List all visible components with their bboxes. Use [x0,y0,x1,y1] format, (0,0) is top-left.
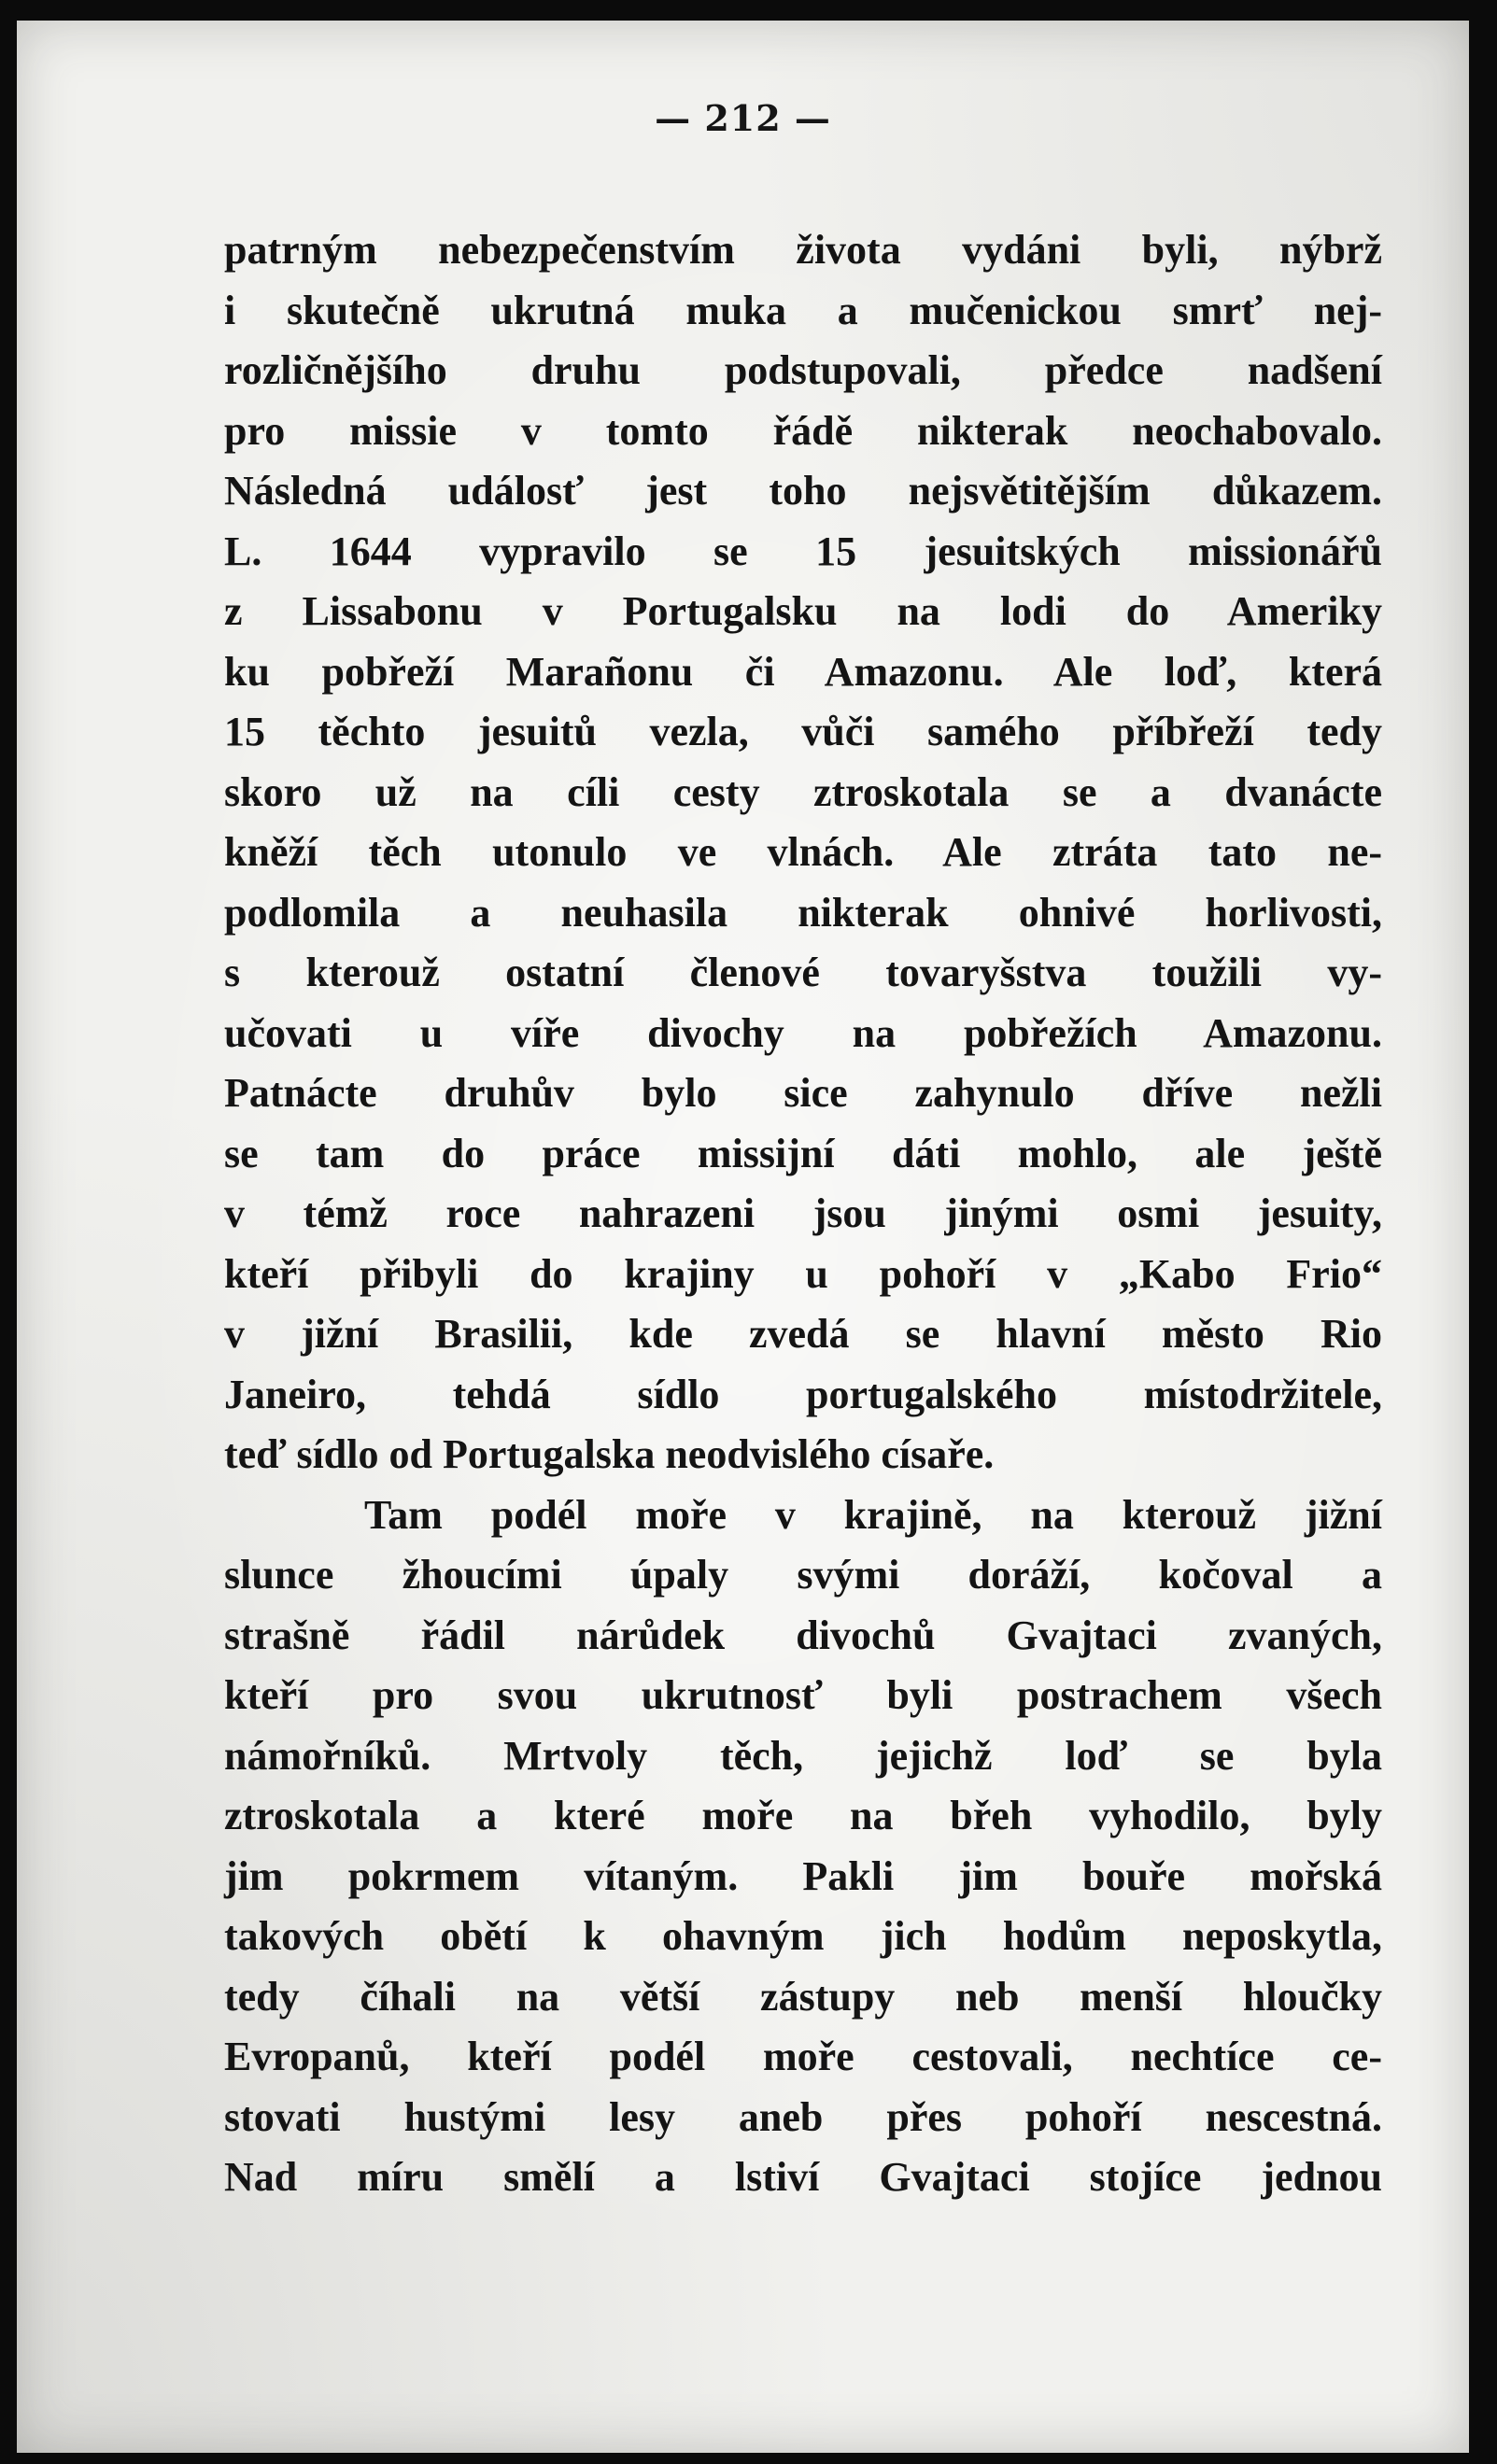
text-line: slunce žhoucími úpaly svými doráží, kočoval a [224,1552,1382,1598]
text-line: takových obětí k ohavným jich hodům neposkytla, [224,1913,1382,1959]
text-line: v jižní Brasilii, kde zvedá se hlavní město Rio [224,1311,1382,1357]
text-line: pro missie v tomto řádě nikterak neochabovalo. [224,407,1382,454]
text-line: ku pobřeží Marañonu či Amazonu. Ale loď, která [224,648,1382,695]
text-line: s kterouž ostatní členové tovaryšstva toužili vy- [224,950,1382,995]
body-text [224,220,1382,2208]
text-line: Patnácte druhův bylo sice zahynulo dříve nežli [224,1070,1382,1116]
text-line: patrným nebezpečenstvím života vydáni byli, nýbrž [224,227,1382,273]
text-line: rozličnějšího druhu podstupovali, předce nadšení [224,347,1382,393]
text-line: 15 těchto jesuitů vezla, vůči samého příbřeží tedy [224,709,1382,754]
text-line: z Lissabonu v Portugalsku na lodi do Ameriky [224,588,1382,634]
text-line: teď sídlo od Portugalska neodvislého císaře. [224,1431,995,1477]
text-line: skoro už na cíli cesty ztroskotala se a dvanácte [224,768,1382,815]
text-line: i skutečně ukrutná muka a mučenickou smrť nej- [224,287,1382,333]
text-line: se tam do práce missijní dáti mohlo, ale ještě [224,1130,1382,1176]
text-line: Janeiro, tehdá sídlo portugalského místodržitele, [224,1371,1382,1417]
text-line: jim pokrmem vítaným. Pakli jim bouře mořská [224,1852,1382,1899]
text-line: Následná událosť jest toho nejsvětitějším důkazem. [224,468,1382,514]
text-line: ztroskotala a které moře na břeh vyhodilo, byly [224,1793,1382,1838]
book-page [17,21,1469,2453]
page-number: — 212 — [655,97,831,139]
text-line: strašně řádil nárůdek divochů Gvajtaci zvaných, [224,1612,1382,1658]
text-line: stovati hustými lesy aneb přes pohoří nescestná. [224,2093,1382,2140]
text-line: kněží těch utonulo ve vlnách. Ale ztráta tato ne- [224,829,1382,875]
text-line: kteří pro svou ukrutnosť byli postrachem všech [224,1672,1382,1718]
text-line: námořníků. Mrtvoly těch, jejichž loď se byla [224,1732,1382,1779]
text-line: Evropanů, kteří podél moře cestovali, nechtíce ce- [224,2034,1382,2079]
text-line: tedy číhali na větší zástupy neb menší hloučky [224,1973,1382,2020]
text-line: Nad míru smělí a lstiví Gvajtaci stojíce jednou [224,2154,1382,2200]
text-line: L. 1644 vypravilo se 15 jesuitských missionářů [224,528,1382,574]
text-line: podlomila a neuhasila nikterak ohnivé horlivosti, [224,889,1382,936]
text-line: Tam podél moře v krajině, na kterouž jižní [364,1491,1382,1538]
text-line: v témž roce nahrazeni jsou jinými osmi jesuity, [224,1190,1382,1236]
text-line: kteří přibyli do krajiny u pohoří v „Kabo Frio“ [224,1250,1382,1297]
text-line: učovati u víře divochy na pobřežích Amazonu. [224,1009,1382,1056]
